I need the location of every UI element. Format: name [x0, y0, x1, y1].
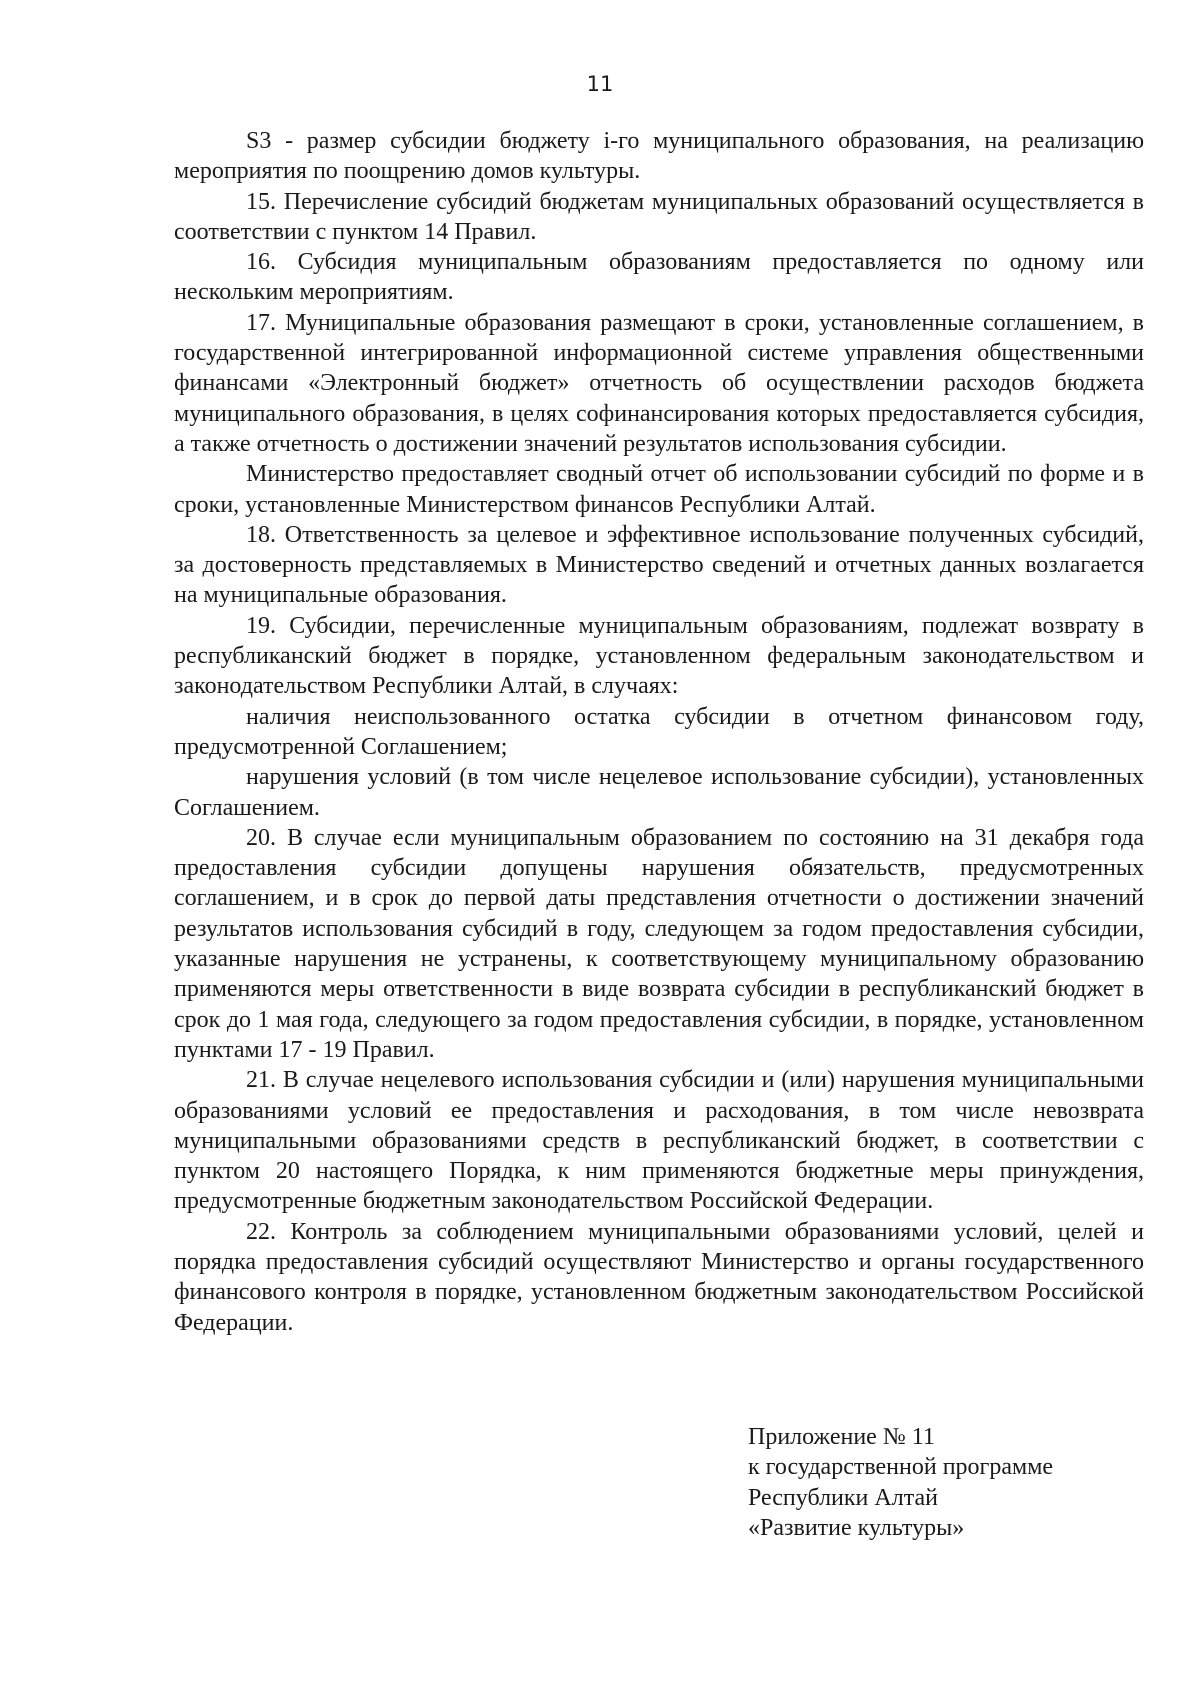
paragraph-s3-definition: S3 - размер субсидии бюджету i-го муниципального образования, на реализацию мероприятия по поощрению домов культуры.	[174, 128, 1144, 185]
paragraph-19: 19. Субсидии, перечисленные муниципальным образованиям, подлежат возврату в республиканский бюджет в порядке, установленном федеральным законодательством и законодательством Республики Алтай, в случаях:	[174, 612, 1144, 700]
paragraph-20: 20. В случае если муниципальным образованием по состоянию на 31 декабря года предоставления субсидии допущены нарушения обязательств, предусмотренных соглашением, и в срок до первой даты представления отчетности о достижении значений результатов использования субсидий в году, следующем за годом предоставления субсидии, указанные нарушения не устранены, к соответствующему муниципальному образованию применяются меры ответственности в виде возврата субсидии в республиканский бюджет в срок до 1 мая года, следующего за годом предоставления субсидии, в порядке, установленном пунктами 17 - 19 Правил.	[174, 824, 1144, 1063]
page-number: 11	[586, 72, 614, 96]
paragraph-17: 17. Муниципальные образования размещают в сроки, установленные соглашением, в государственной интегрированной информационной системе управления общественными финансами «Электронный бюджет» отчетность об осуществлении расходов бюджета муниципального образования, в целях софинансирования которых предоставляется субсидия, а также отчетность о достижении значений результатов использования субсидии.	[174, 309, 1144, 457]
paragraph-16: 16. Субсидия муниципальным образованиям предоставляется по одному или нескольким мероприятиям.	[174, 249, 1144, 306]
appendix-title: Приложение № 11	[748, 1424, 935, 1450]
document-body	[174, 126, 1144, 1338]
paragraph-19-case-unused-balance: наличия неиспользованного остатка субсидии в отчетном финансовом году, предусмотренной Соглашением;	[174, 703, 1144, 760]
appendix-subtitle-program-name: «Развитие культуры»	[748, 1514, 965, 1541]
paragraph-18: 18. Ответственность за целевое и эффективное использование полученных субсидий, за достоверность представляемых в Министерство сведений и отчетных данных возлагается на муниципальные образования.	[174, 521, 1144, 609]
paragraph-15: 15. Перечисление субсидий бюджетам муниципальных образований осуществляется в соответствии с пунктом 14 Правил.	[174, 188, 1144, 245]
paragraph-19-case-violation: нарушения условий (в том числе нецелевое использование субсидии), установленных Соглашением.	[174, 764, 1144, 821]
appendix-subtitle-program: к государственной программе	[748, 1454, 1054, 1481]
paragraph-22: 22. Контроль за соблюдением муниципальными образованиями условий, целей и порядка предоставления субсидий осуществляют Министерство и органы государственного финансового контроля в порядке, установленном бюджетным законодательством Российской Федерации.	[174, 1218, 1144, 1336]
appendix-subtitle-region: Республики Алтай	[748, 1484, 938, 1511]
paragraph-21: 21. В случае нецелевого использования субсидии и (или) нарушения муниципальными образованиями условий ее предоставления и расходования, в том числе невозврата муниципальными образованиями средств в республиканский бюджет, в соответствии с пунктом 20 настоящего Порядка, к ним применяются бюджетные меры принуждения, предусмотренные бюджетным законодательством Российской Федерации.	[174, 1067, 1144, 1215]
appendix-header	[748, 1422, 1148, 1543]
paragraph-17-ministry-report: Министерство предоставляет сводный отчет об использовании субсидий по форме и в сроки, установленные Министерством финансов Республики Алтай.	[174, 461, 1144, 518]
